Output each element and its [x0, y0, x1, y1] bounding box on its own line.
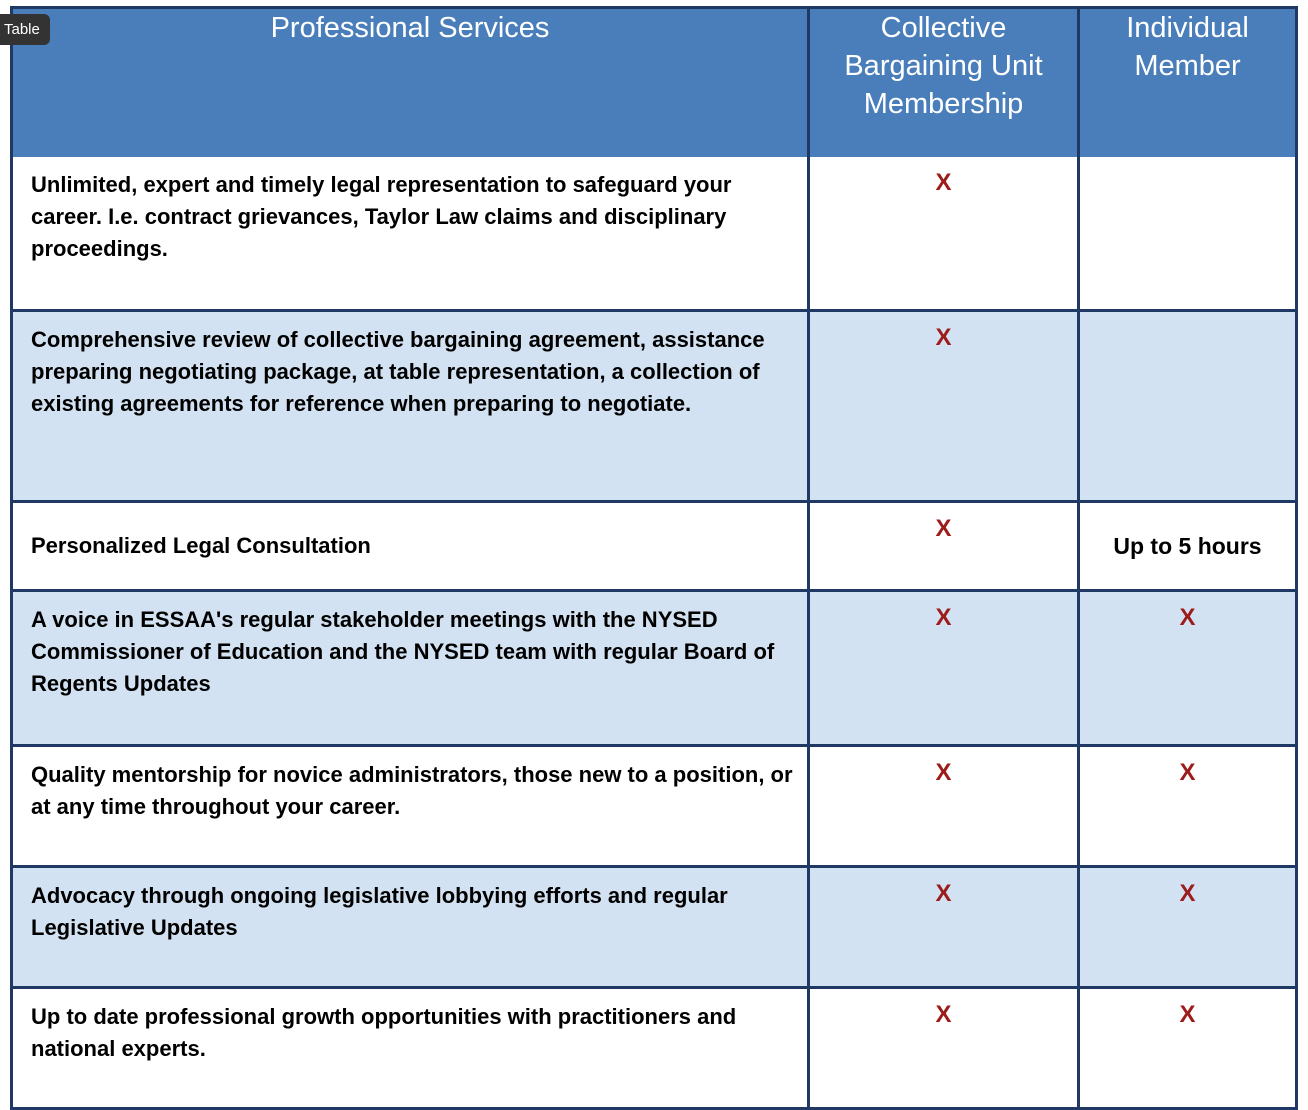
table-row — [13, 312, 1295, 503]
cell-cbu-mark: X — [810, 503, 1080, 592]
cell-service: Personalized Legal Consultation — [13, 503, 810, 592]
table-body — [13, 157, 1295, 1107]
cell-individual-mark: X — [1080, 868, 1295, 989]
comparison-table-container — [10, 6, 1298, 1110]
table-tooltip-chip: Table — [0, 14, 50, 45]
cell-individual-mark: X — [1080, 989, 1295, 1107]
column-header-collective-bargaining-unit-membership: Collective Bargaining Unit Membership — [810, 9, 1080, 157]
cell-individual-mark — [1080, 157, 1295, 312]
membership-comparison-table — [10, 6, 1298, 1110]
cell-service: Up to date professional growth opportunities with practitioners and national experts. — [13, 989, 810, 1107]
table-header — [13, 9, 1295, 157]
cell-cbu-mark: X — [810, 747, 1080, 868]
cell-service: A voice in ESSAA's regular stakeholder meetings with the NYSED Commissioner of Education and the NYSED team with regular Board of Regents Updates — [13, 592, 810, 747]
cell-cbu-mark: X — [810, 868, 1080, 989]
table-row — [13, 989, 1295, 1107]
table-header-row — [13, 9, 1295, 157]
cell-individual-mark — [1080, 312, 1295, 503]
cell-service: Quality mentorship for novice administrators, those new to a position, or at any time throughout your career. — [13, 747, 810, 868]
cell-cbu-mark: X — [810, 989, 1080, 1107]
table-row — [13, 747, 1295, 868]
column-header-individual-member: Individual Member — [1080, 9, 1295, 157]
table-row — [13, 592, 1295, 747]
cell-cbu-mark: X — [810, 312, 1080, 503]
cell-individual-mark: X — [1080, 747, 1295, 868]
cell-service: Advocacy through ongoing legislative lobbying efforts and regular Legislative Updates — [13, 868, 810, 989]
table-row — [13, 503, 1295, 592]
cell-individual-mark: X — [1080, 592, 1295, 747]
cell-service: Comprehensive review of collective bargaining agreement, assistance preparing negotiating package, at table representation, a collection of existing agreements for reference when preparing to negotiate. — [13, 312, 810, 503]
column-header-professional-services: Professional Services — [13, 9, 810, 157]
table-row — [13, 868, 1295, 989]
cell-individual-value: Up to 5 hours — [1080, 503, 1295, 592]
table-row — [13, 157, 1295, 312]
cell-cbu-mark: X — [810, 157, 1080, 312]
cell-cbu-mark: X — [810, 592, 1080, 747]
cell-service: Unlimited, expert and timely legal representation to safeguard your career. I.e. contract grievances, Taylor Law claims and disciplinary proceedings. — [13, 157, 810, 312]
